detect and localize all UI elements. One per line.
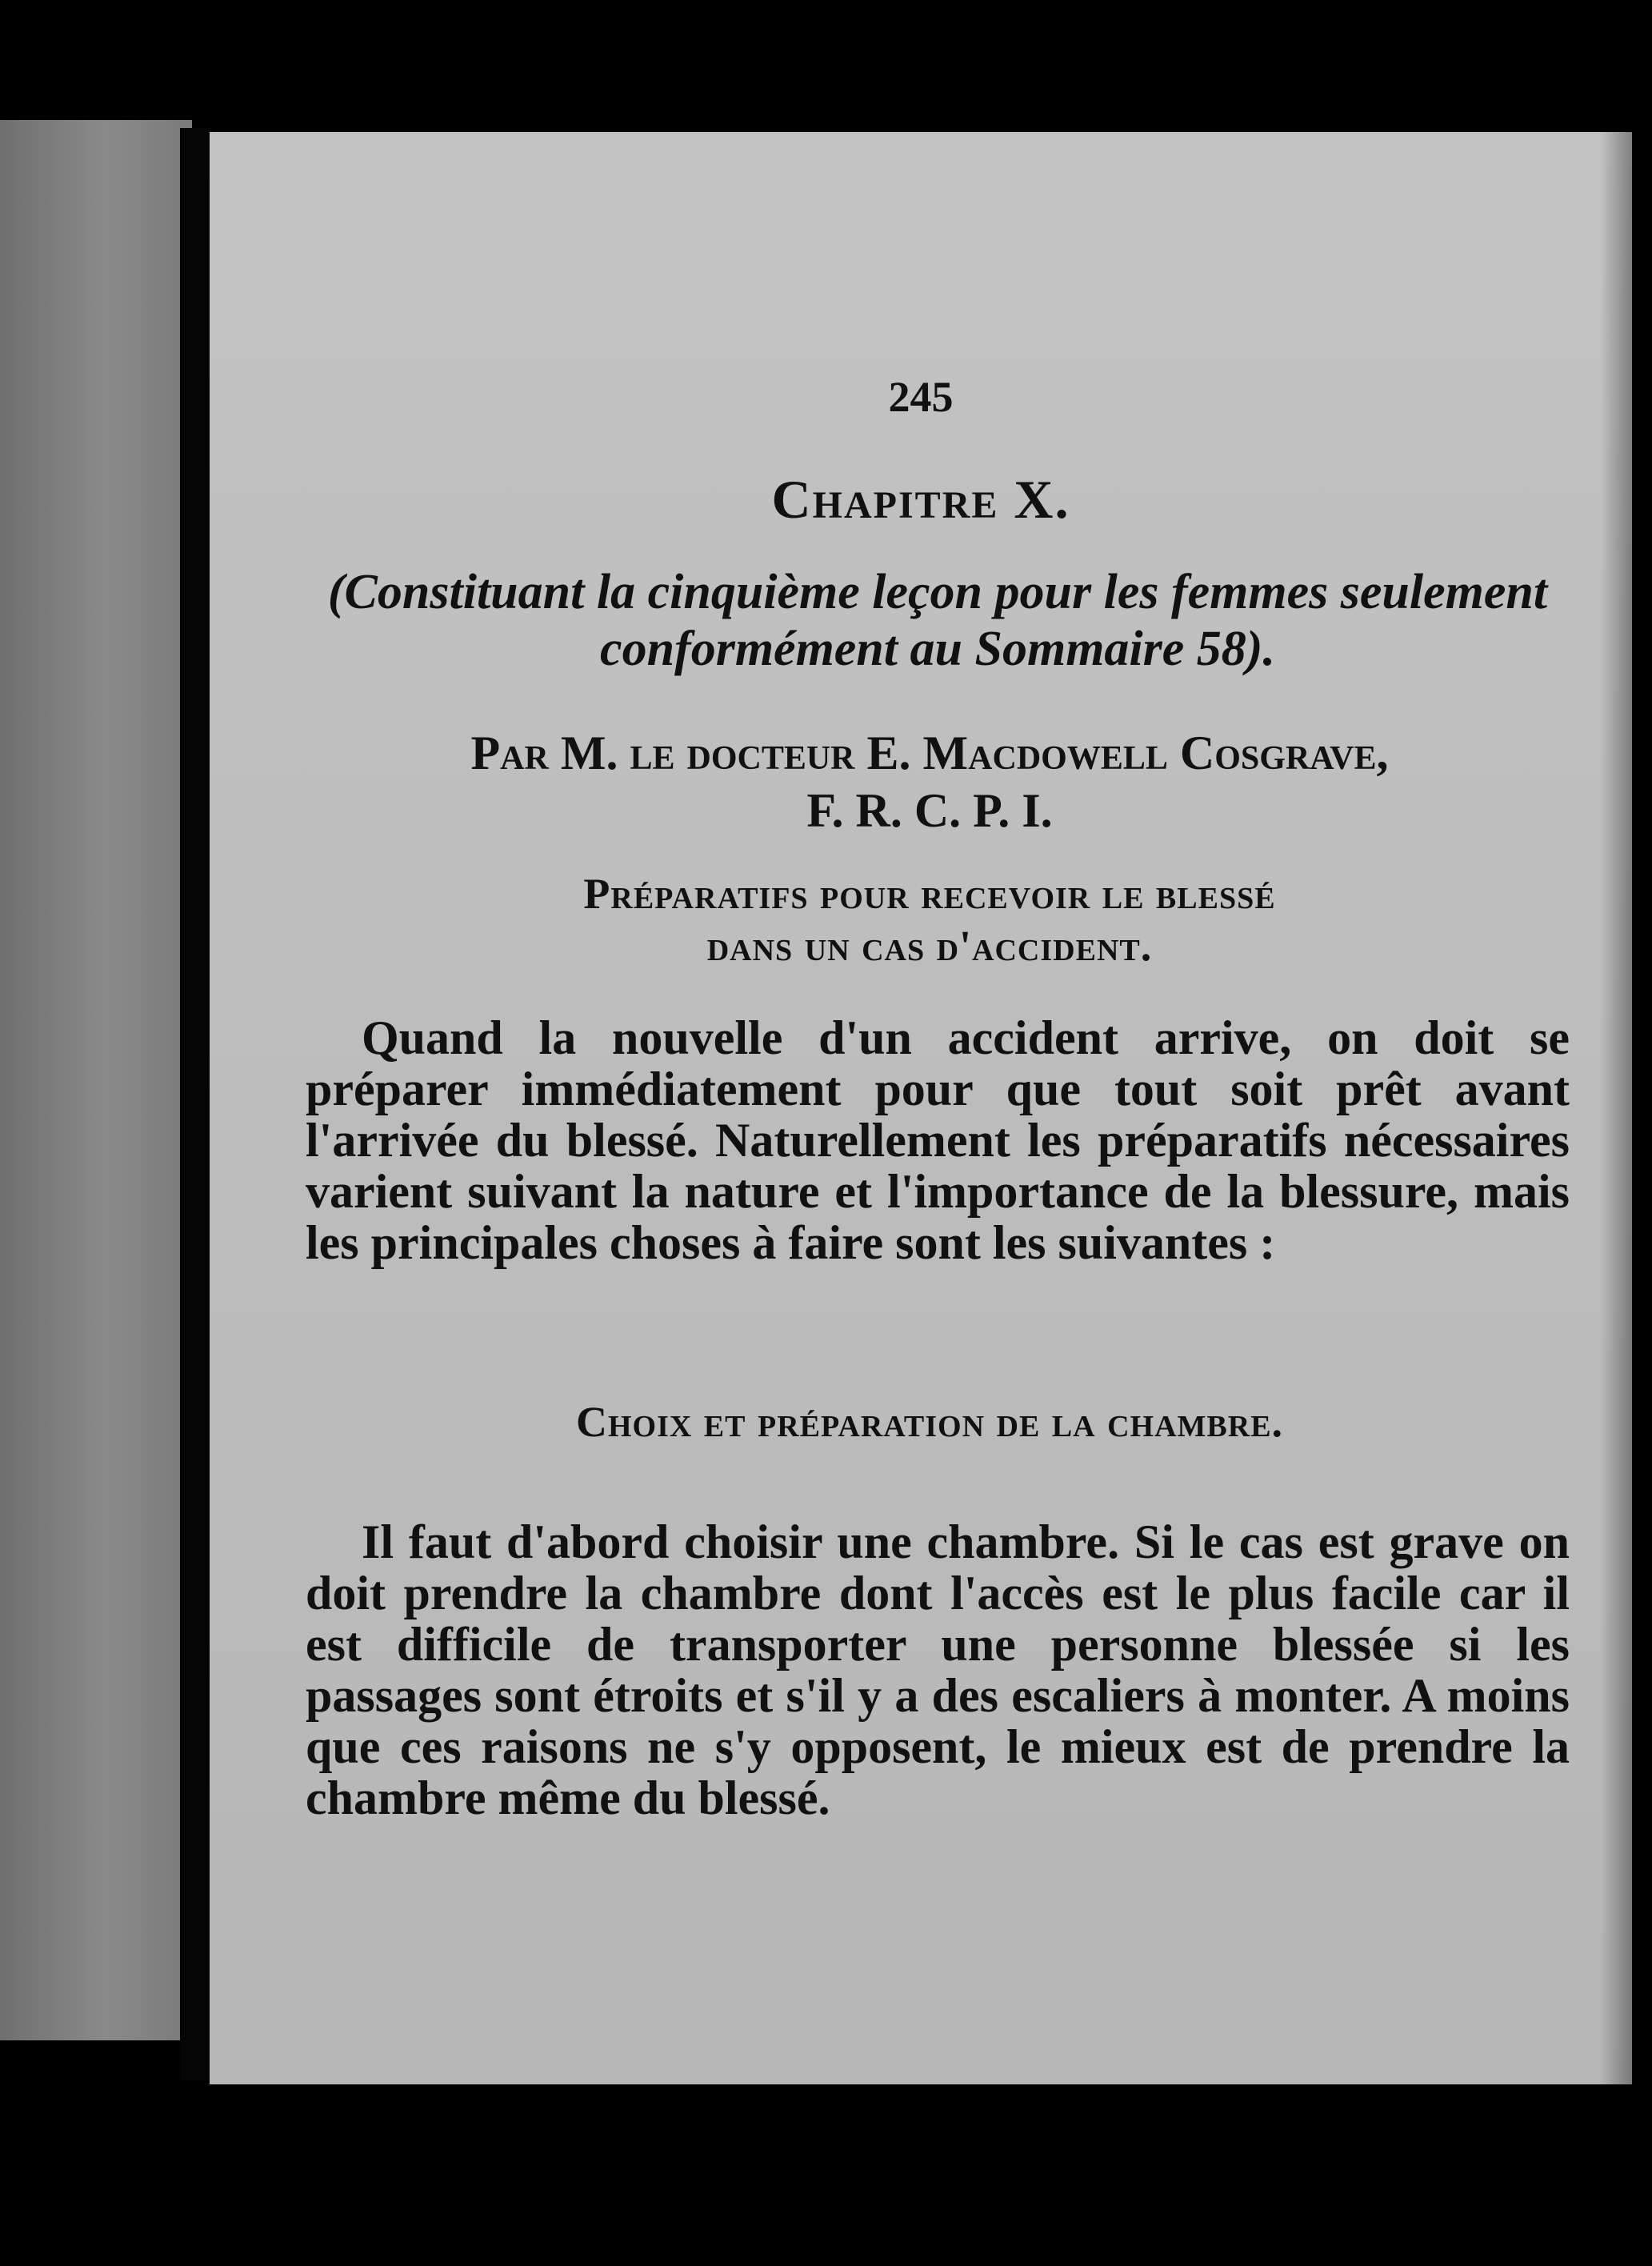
chapter-title: Chapitre X. xyxy=(771,469,1070,530)
page-text xyxy=(210,132,1632,2084)
section-heading-room-choice: Choix et préparation de la chambre. xyxy=(575,1398,1284,1446)
paragraph-room-choice: Il faut d'abord choisir une chambre. Si le cas est grave on doit prendre la chambre dont l'accès est le plus facile car il est difficile de transporter une personne blessée si les passages sont étroits et s'il y a des escaliers à monter. A moins que ces raisons ne s'y opposent, le mieux est de prendre la chambre même du blessé. xyxy=(306,1515,1570,1824)
section-heading-line: Préparatifs pour recevoir le blessé xyxy=(583,870,1276,918)
left-page-edge xyxy=(0,120,192,2040)
author-name: Par M. le docteur E. Macdowell Cosgrave, xyxy=(470,727,1389,779)
book-page xyxy=(210,132,1632,2084)
section-heading-line: dans un cas d'accident. xyxy=(706,921,1153,970)
page-number: 245 xyxy=(888,373,954,421)
section-heading-preparations xyxy=(322,868,1538,972)
book-gutter xyxy=(180,128,212,2080)
author-credentials: F. R. C. P. I. xyxy=(806,784,1053,837)
chapter-subtitle: (Constituant la cinquième leçon pour les femmes seulement conformément au Sommaire 58). xyxy=(327,565,1548,677)
paragraph-preparations: Quand la nouvelle d'un accident arrive, on doit se préparer immédiatement pour que tout soit prêt avant l'arrivée du blessé. Naturellement les préparatifs nécessaires varient suivant la nature et l'importance de la blessure, mais les principales choses à faire sont les suivantes : xyxy=(306,1011,1570,1269)
author-block xyxy=(306,724,1554,839)
